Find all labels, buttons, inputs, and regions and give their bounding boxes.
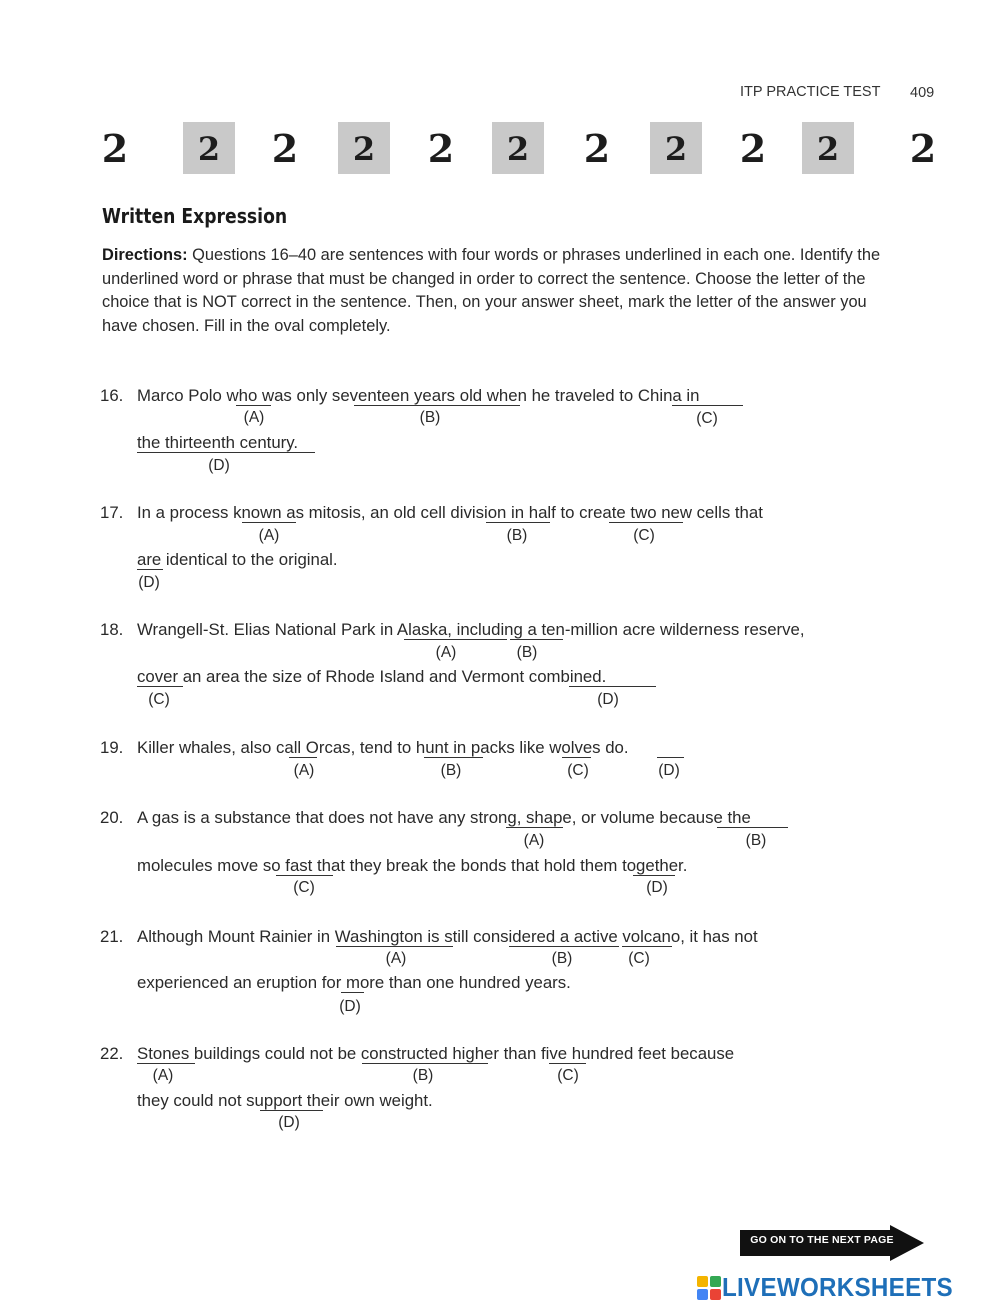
section-number-banner bbox=[90, 122, 950, 176]
choice-label-c: (C) bbox=[628, 950, 650, 967]
underline-d bbox=[260, 1110, 323, 1111]
question-text-line: Stones buildings could not be constructed higher than five hundred feet because bbox=[137, 1044, 735, 1063]
directions bbox=[102, 244, 902, 338]
running-head: ITP PRACTICE TEST bbox=[740, 84, 881, 100]
underline-d bbox=[657, 757, 684, 758]
choice-label-c: (C) bbox=[633, 527, 655, 544]
underline-a bbox=[236, 405, 271, 406]
underline-c bbox=[672, 405, 743, 406]
underline-c bbox=[137, 686, 183, 687]
page-number: 409 bbox=[910, 85, 935, 101]
underline-d bbox=[137, 452, 315, 453]
liveworksheets-watermark bbox=[696, 1272, 996, 1302]
choice-label-d: (D) bbox=[646, 879, 668, 896]
choice-label-b: (B) bbox=[419, 409, 441, 426]
directions-label: Directions: bbox=[102, 246, 188, 264]
question-number: 18. bbox=[100, 620, 124, 639]
choice-label-b: (B) bbox=[440, 762, 462, 779]
choice-label-d: (D) bbox=[658, 762, 680, 779]
question-number: 22. bbox=[100, 1044, 124, 1063]
underline-b bbox=[510, 639, 563, 640]
question-text-line: are identical to the original. bbox=[137, 550, 338, 569]
section-number: 2 bbox=[271, 126, 299, 171]
underline-a bbox=[506, 827, 563, 828]
choice-label-b: (B) bbox=[745, 832, 767, 849]
choice-label-c: (C) bbox=[557, 1067, 579, 1084]
question-text-line: molecules move so fast that they break the bonds that hold them together. bbox=[137, 856, 688, 875]
choice-label-d: (D) bbox=[597, 691, 619, 708]
underline-b bbox=[424, 757, 483, 758]
question-text-line: cover an area the size of Rhode Island and Vermont combined. bbox=[137, 667, 607, 686]
question-text-line: Killer whales, also call Orcas, tend to hunt in packs like wolves do. bbox=[137, 738, 629, 757]
question-text-line: A gas is a substance that does not have any strong, shape, or volume because the bbox=[137, 808, 751, 827]
question-number: 20. bbox=[100, 808, 124, 827]
choice-label-a: (A) bbox=[152, 1067, 174, 1084]
question-text-line: the thirteenth century. bbox=[137, 433, 299, 452]
underline-c bbox=[622, 946, 672, 947]
section-number: 2 bbox=[492, 122, 544, 174]
liveworksheets-logo-icon bbox=[696, 1275, 722, 1301]
underline-c bbox=[562, 757, 591, 758]
underline-d bbox=[341, 992, 364, 993]
section-number: 2 bbox=[739, 126, 767, 171]
directions-text: Questions 16–40 are sentences with four words or phrases underlined in each one. Identify the underlined word or phrase that must be changed in order to correct the sentence. Choose the letter of the choice that is NOT correct in the sentence. Then, on your answer sheet, mark the letter of the answer you have chosen. Fill in the oval completely. bbox=[102, 246, 881, 335]
question-number: 19. bbox=[100, 738, 124, 757]
underline-b bbox=[717, 827, 788, 828]
underline-a bbox=[404, 639, 507, 640]
question-text-line: Wrangell-St. Elias National Park in Alaska, including a ten-million acre wilderness reserve, bbox=[137, 620, 805, 639]
underline-a bbox=[336, 946, 453, 947]
choice-label-c: (C) bbox=[293, 879, 315, 896]
question-21 bbox=[100, 926, 758, 967]
underline-b bbox=[362, 1063, 488, 1064]
section-number: 2 bbox=[909, 126, 937, 171]
choice-label-a: (A) bbox=[385, 950, 407, 967]
question-16 bbox=[100, 385, 718, 427]
question-number: 21. bbox=[100, 927, 124, 946]
choice-label-a: (A) bbox=[523, 832, 545, 849]
choice-label-b: (B) bbox=[516, 644, 538, 661]
choice-label-a: (A) bbox=[293, 762, 315, 779]
choice-label-c: (C) bbox=[696, 410, 718, 427]
question-17-line-2 bbox=[137, 549, 338, 591]
underline-a bbox=[137, 1063, 195, 1064]
question-number: 16. bbox=[100, 386, 124, 405]
choice-label-d: (D) bbox=[138, 574, 160, 591]
question-22 bbox=[100, 1043, 735, 1084]
question-18 bbox=[100, 619, 805, 661]
underline-c bbox=[609, 522, 683, 523]
choice-label-b: (B) bbox=[506, 527, 528, 544]
question-text-line: Although Mount Rainier in Washington is still considered a active volcano, it has not bbox=[137, 927, 758, 946]
underline-b bbox=[486, 522, 550, 523]
underline-c bbox=[276, 875, 333, 876]
question-text-line: they could not support their own weight. bbox=[137, 1091, 433, 1110]
choice-label-b: (B) bbox=[551, 950, 573, 967]
underline-a bbox=[242, 522, 296, 523]
choice-label-d: (D) bbox=[208, 457, 230, 474]
question-21-line-2 bbox=[137, 972, 571, 1015]
choice-label-a: (A) bbox=[258, 527, 280, 544]
section-number: 2 bbox=[101, 126, 129, 171]
underline-d bbox=[633, 875, 675, 876]
underline-c bbox=[549, 1063, 586, 1064]
underline-b bbox=[354, 405, 520, 406]
question-number: 17. bbox=[100, 503, 124, 522]
section-number: 2 bbox=[183, 122, 235, 174]
question-20-line-2 bbox=[137, 855, 688, 896]
question-22-line-2 bbox=[137, 1090, 433, 1131]
underline-a bbox=[289, 757, 317, 758]
watermark-text: LIVEWORKSHEETS bbox=[722, 1272, 953, 1302]
section-title: Written Expression bbox=[102, 204, 288, 228]
underline-d bbox=[137, 569, 163, 570]
underline-d bbox=[569, 686, 656, 687]
next-page-button[interactable] bbox=[740, 1225, 925, 1261]
question-17 bbox=[100, 502, 763, 544]
section-number: 2 bbox=[802, 122, 854, 174]
next-page-label: GO ON TO THE NEXT PAGE bbox=[750, 1234, 894, 1246]
section-number: 2 bbox=[650, 122, 702, 174]
choice-label-d: (D) bbox=[278, 1114, 300, 1131]
question-20 bbox=[100, 807, 767, 849]
choice-label-a: (A) bbox=[243, 409, 265, 426]
question-18-line-2 bbox=[137, 666, 619, 708]
choice-label-c: (C) bbox=[567, 762, 589, 779]
choice-label-d: (D) bbox=[339, 998, 361, 1015]
choice-label-c: (C) bbox=[148, 691, 170, 708]
question-text-line: Marco Polo who was only seventeen years old when he traveled to China in bbox=[137, 386, 700, 405]
question-16-line-2 bbox=[137, 432, 299, 474]
section-number: 2 bbox=[427, 126, 455, 171]
choice-label-a: (A) bbox=[435, 644, 457, 661]
choice-label-b: (B) bbox=[412, 1067, 434, 1084]
section-number: 2 bbox=[583, 126, 611, 171]
question-text-line: experienced an eruption for more than one hundred years. bbox=[137, 973, 571, 992]
section-number: 2 bbox=[338, 122, 390, 174]
underline-b bbox=[509, 946, 619, 947]
question-19 bbox=[100, 737, 680, 779]
question-text-line: In a process known as mitosis, an old cell division in half to create two new cells that bbox=[137, 503, 763, 522]
